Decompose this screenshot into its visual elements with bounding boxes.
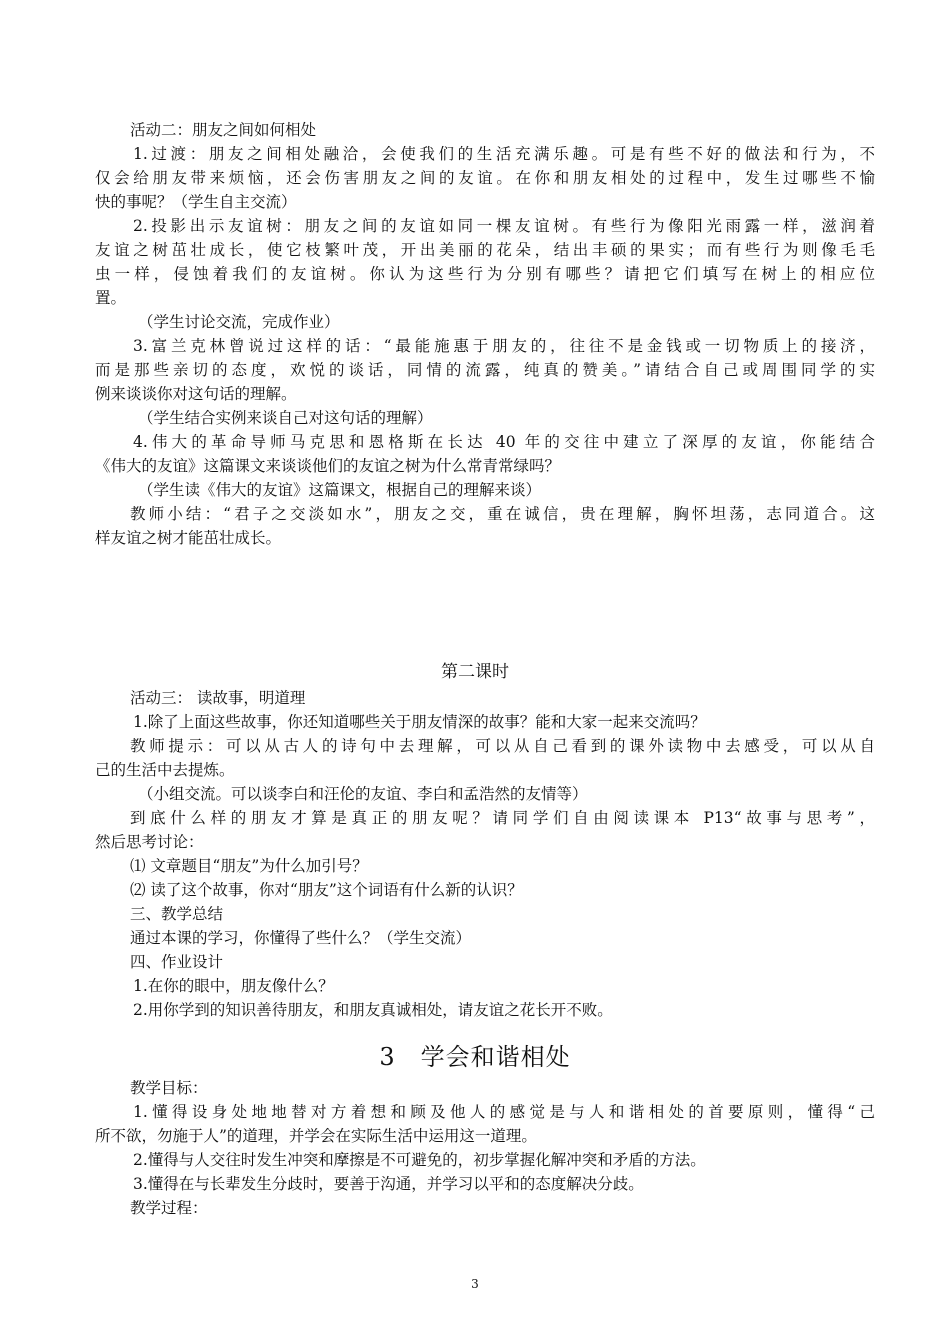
goals-heading: 教学目标： bbox=[130, 1079, 208, 1097]
paragraph-line: 2.投影出示友谊树：朋友之间的友谊如同一棵友谊树。有些行为像阳光雨露一样，滋润着 bbox=[133, 217, 875, 235]
paragraph-line: 到底什么样的朋友才算是真正的朋友呢？请同学们自由阅读课本 P13“故事与思考”， bbox=[130, 809, 875, 827]
paragraph-line: 通过本课的学习，你懂得了些什么？（学生交流） bbox=[130, 929, 472, 947]
homework-item: 1.在你的眼中，朋友像什么？ bbox=[133, 977, 334, 995]
paragraph-line: 例来谈谈你对这句话的理解。 bbox=[95, 385, 297, 403]
homework-item: 2.用你学到的知识善待朋友，和朋友真诚相处，请友谊之花长开不败。 bbox=[133, 1001, 613, 1019]
teacher-summary-line: 样友谊之树才能茁壮成长。 bbox=[95, 529, 282, 547]
paragraph-line: 4.伟大的革命导师马克思和恩格斯在长达 40 年的交往中建立了深厚的友谊，你能结合 bbox=[133, 433, 875, 451]
group-note: （小组交流。可以谈李白和汪伦的友谊、李白和孟浩然的友情等） bbox=[138, 785, 588, 803]
paragraph-line: 1.除了上面这些故事，你还知道哪些关于朋友情深的故事？能和大家一起来交流吗？ bbox=[133, 713, 706, 731]
paragraph-line: 快的事呢？（学生自主交流） bbox=[95, 193, 297, 211]
paragraph-line: 1.过渡：朋友之间相处融洽，会使我们的生活充满乐趣。可是有些不好的做法和行为，不 bbox=[133, 145, 875, 163]
paragraph-line: 虫一样，侵蚀着我们的友谊树。你认为这些行为分别有哪些？请把它们填写在树上的相应位 bbox=[95, 265, 875, 283]
question-item: ⑵ 读了这个故事，你对“朋友”这个词语有什么新的认识？ bbox=[130, 881, 523, 899]
lesson2-title: 第二课时 bbox=[441, 662, 509, 682]
activity2-heading: 活动二：朋友之间如何相处 bbox=[130, 121, 317, 139]
paragraph-line: 3.富兰克林曾说过这样的话：“最能施惠于朋友的，往往不是金钱或一切物质上的接济， bbox=[133, 337, 875, 355]
student-note: （学生讨论交流，完成作业） bbox=[138, 313, 340, 331]
section-heading: 三、教学总结 bbox=[130, 905, 224, 923]
question-item: ⑴ 文章题目“朋友”为什么加引号？ bbox=[130, 857, 368, 875]
paragraph-line: 置。 bbox=[95, 289, 127, 307]
paragraph-line: 仅会给朋友带来烦恼，还会伤害朋友之间的友谊。在你和朋友相处的过程中，发生过哪些不愉 bbox=[95, 169, 875, 187]
goal-line: 2.懂得与人交往时发生冲突和摩擦是不可避免的，初步掌握化解冲突和矛盾的方法。 bbox=[133, 1151, 706, 1169]
activity3-heading: 活动三： 读故事，明道理 bbox=[130, 689, 306, 707]
student-note: （学生读《伟大的友谊》这篇课文，根据自己的理解来谈） bbox=[138, 481, 542, 499]
section-heading: 四、作业设计 bbox=[130, 953, 224, 971]
goal-line: 1.懂得设身处地地替对方着想和顾及他人的感觉是与人和谐相处的首要原则，懂得“己 bbox=[133, 1103, 875, 1121]
process-heading: 教学过程： bbox=[130, 1199, 208, 1217]
teacher-summary-line: 教师小结：“君子之交淡如水”，朋友之交，重在诚信，贵在理解，胸怀坦荡，志同道合。这 bbox=[130, 505, 875, 523]
teacher-tip-line: 己的生活中去提炼。 bbox=[95, 761, 235, 779]
paragraph-line: 友谊之树茁壮成长，使它枝繁叶茂，开出美丽的花朵，结出丰硕的果实；而有些行为则像毛毛 bbox=[95, 241, 875, 259]
page-number: 3 bbox=[471, 1277, 479, 1291]
goal-line: 3.懂得在与长辈发生分歧时，要善于沟通，并学习以平和的态度解决分歧。 bbox=[133, 1175, 644, 1193]
student-note: （学生结合实例来谈自己对这句话的理解） bbox=[138, 409, 433, 427]
paragraph-line: 而是那些亲切的态度，欢悦的谈话，同情的流露，纯真的赞美。”请结合自己或周围同学的实 bbox=[95, 361, 875, 379]
chapter-title: 3 学会和谐相处 bbox=[379, 1043, 571, 1071]
paragraph-line: 然后思考讨论： bbox=[95, 833, 204, 851]
teacher-tip-line: 教师提示：可以从古人的诗句中去理解，可以从自己看到的课外读物中去感受，可以从自 bbox=[130, 737, 875, 755]
goal-line: 所不欲，勿施于人”的道理，并学会在实际生活中运用这一道理。 bbox=[95, 1127, 537, 1145]
paragraph-line: 《伟大的友谊》这篇课文来谈谈他们的友谊之树为什么常青常绿吗？ bbox=[95, 457, 561, 475]
